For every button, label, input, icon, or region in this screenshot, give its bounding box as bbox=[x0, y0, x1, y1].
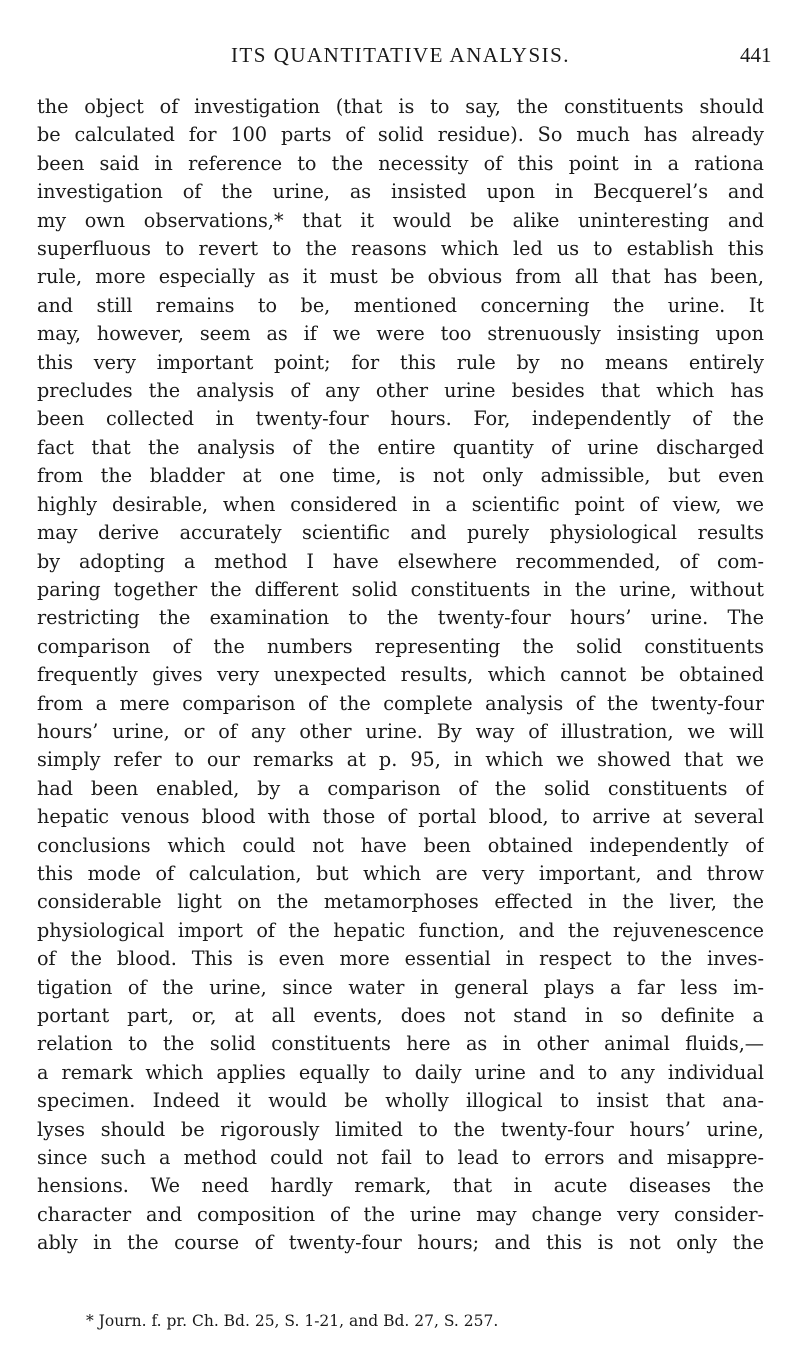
text-line: my own observations,* that it would be alike uninteresting and bbox=[37, 208, 764, 232]
text-line: been collected in twenty-four hours. For, independently of the bbox=[37, 407, 764, 431]
text-line: had been enabled, by a comparison of the solid constituents of bbox=[37, 776, 764, 800]
text-line: this mode of calculation, but which are very important, and throw bbox=[37, 861, 764, 885]
running-head bbox=[0, 40, 801, 70]
text-line: of the blood. This is even more essential in respect to the inves- bbox=[37, 947, 764, 971]
text-line: hepatic venous blood with those of portal blood, to arrive at several bbox=[37, 805, 764, 829]
running-title: ITS QUANTITATIVE ANALYSIS. bbox=[230, 43, 571, 67]
text-line: character and composition of the urine may change very consider- bbox=[37, 1202, 764, 1226]
text-line: portant part, or, at all events, does not stand in so definite a bbox=[37, 1004, 764, 1027]
footnote: * Journ. f. pr. Ch. Bd. 25, S. 1-21, and Bd. 27, S. 257. bbox=[86, 1312, 499, 1330]
text-line: paring together the different solid constituents in the urine, without bbox=[37, 577, 764, 601]
text-line: a remark which applies equally to daily urine and to any individual bbox=[37, 1060, 764, 1084]
text-line: may, however, seem as if we were too strenuously insisting upon bbox=[37, 322, 764, 346]
text-line: conclusions which could not have been obtained independently of bbox=[37, 833, 764, 857]
text-line: fact that the analysis of the entire quantity of urine discharged bbox=[37, 435, 764, 459]
text-line: simply refer to our remarks at p. 95, in which we showed that we bbox=[37, 748, 764, 772]
text-line: may derive accurately scientific and purely physiological results bbox=[37, 521, 764, 545]
text-line: relation to the solid constituents here as in other animal fluids,— bbox=[37, 1032, 764, 1056]
text-line: precludes the analysis of any other urine besides that which has bbox=[37, 379, 764, 403]
text-line: specimen. Indeed it would be wholly illogical to insist that ana- bbox=[37, 1089, 764, 1113]
text-line: considerable light on the metamorphoses effected in the liver, the bbox=[37, 890, 764, 914]
text-line: by adopting a method I have elsewhere recommended, of com- bbox=[37, 549, 764, 573]
text-line: investigation of the urine, as insisted upon in Becquerel’s and bbox=[37, 180, 764, 204]
text-line: frequently gives very unexpected results, which cannot be obtained bbox=[37, 663, 764, 687]
text-line: highly desirable, when considered in a scientific point of view, we bbox=[37, 492, 764, 516]
text-line: from the bladder at one time, is not only admissible, but even bbox=[37, 464, 764, 488]
text-line: hours’ urine, or of any other urine. By way of illustration, we will bbox=[37, 719, 764, 743]
text-line: superfluous to revert to the reasons which led us to establish this bbox=[37, 237, 764, 261]
text-line: physiological import of the hepatic function, and the rejuvenescence bbox=[37, 918, 764, 942]
text-line: the object of investigation (that is to say, the constituents should bbox=[37, 95, 764, 118]
text-line: comparison of the numbers representing the solid constituents bbox=[37, 634, 764, 658]
text-line: lyses should be rigorously limited to the twenty-four hours’ urine, bbox=[37, 1117, 764, 1141]
text-line: from a mere comparison of the complete analysis of the twenty-four bbox=[37, 691, 764, 715]
page-number: 441 bbox=[740, 43, 772, 67]
text-line: ably in the course of twenty-four hours; and this is not only the bbox=[37, 1231, 764, 1255]
body-text bbox=[37, 93, 764, 1258]
text-line: rule, more especially as it must be obvious from all that has been, bbox=[37, 265, 764, 289]
text-line: hensions. We need hardly remark, that in acute diseases the bbox=[37, 1174, 764, 1198]
text-line: since such a method could not fail to lead to errors and misappre- bbox=[37, 1146, 764, 1170]
text-line: be calculated for 100 parts of solid residue). So much has already bbox=[37, 123, 764, 147]
text-line: and still remains to be, mentioned concerning the urine. It bbox=[37, 293, 764, 317]
text-line: been said in reference to the necessity of this point in a rationa bbox=[37, 151, 764, 175]
text-line: restricting the examination to the twenty-four hours’ urine. The bbox=[37, 606, 764, 630]
text-line: tigation of the urine, since water in general plays a far less im- bbox=[37, 975, 764, 999]
text-line: this very important point; for this rule by no means entirely bbox=[37, 350, 764, 374]
